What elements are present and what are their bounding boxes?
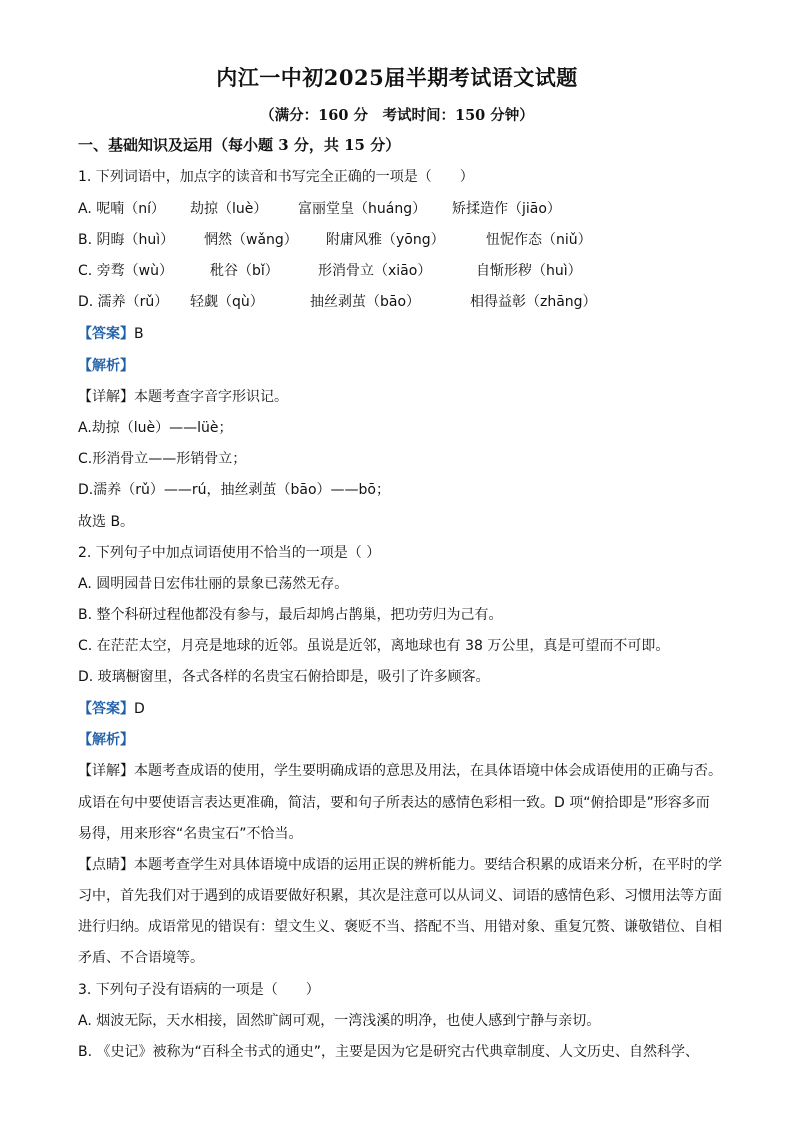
detail-text: 本题考查字音字形识记。 <box>134 389 288 405</box>
q1-b-word2: 惘然（wǎng） <box>204 232 298 248</box>
q1-d-word3: 抽丝剥茧（bāo） <box>310 294 421 310</box>
q1-a-word1: A. 呢喃（ní） <box>78 201 165 217</box>
q1-note: D.濡养（rǔ）——rú，抽丝剥茧（bāo）——bō； <box>78 482 390 498</box>
q2-comment-line: 进行归纳。成语常见的错误有：望文生义、褒贬不当、搭配不当、用错对象、重复冗赘、谦敬错位、自相 <box>78 919 722 935</box>
q2-comment-line <box>78 854 722 874</box>
q3-option-a: A. 烟波无际，天水相接，固然旷阔可观，一湾浅溪的明净，也使人感到宁静与亲切。 <box>78 1013 601 1029</box>
q1-note: C.形消骨立——形销骨立； <box>78 451 247 467</box>
q2-option-b: B. 整个科研过程他都没有参与，最后却鸠占鹊巢，把功劳归为己有。 <box>78 607 503 623</box>
q1-a-word3: 富丽堂皇（huáng） <box>298 201 427 217</box>
q1-stem: 1. 下列词语中，加点字的读音和书写完全正确的一项是（ ） <box>78 169 474 185</box>
q3-stem: 3. 下列句子没有语病的一项是（ ） <box>78 982 320 998</box>
q1-c-word2: 秕谷（bǐ） <box>210 263 279 279</box>
detail-tag: 【详解】 <box>78 389 134 405</box>
q1-d-word1: D. 濡养（rǔ） <box>78 294 169 310</box>
exam-info: （满分：160 分 考试时间：150 分钟） <box>260 107 534 124</box>
analysis-tag: 【解析】 <box>78 358 134 374</box>
detail-tag: 【详解】 <box>78 763 134 779</box>
q2-option-d: D. 玻璃橱窗里，各式各样的名贵宝石俯拾即是，吸引了许多顾客。 <box>78 669 490 685</box>
answer-tag: 【答案】 <box>78 701 134 717</box>
q1-answer <box>78 323 144 343</box>
q1-c-word1: C. 旁骛（wù） <box>78 263 173 279</box>
q2-option-c: C. 在茫茫太空，月亮是地球的近邻。虽说是近邻，离地球也有 38 万公里，真是可望而不可即。 <box>78 638 670 654</box>
q1-analysis-heading <box>78 355 134 375</box>
q1-c-word4: 自惭形秽（huì） <box>476 263 582 279</box>
q1-option-b <box>78 229 718 249</box>
answer-value: D <box>134 701 145 717</box>
comment-tag: 【点睛】 <box>78 857 134 873</box>
detail-text: 本题考查成语的使用，学生要明确成语的意思及用法，在具体语境中体会成语使用的正确与否。 <box>134 763 722 779</box>
q1-b-word3: 附庸风雅（yōng） <box>326 232 445 248</box>
q2-comment-line: 习中，首先我们对于遇到的成语要做好积累，其次是注意可以从词义、词语的感情色彩、习惯用法等方面 <box>78 888 722 904</box>
q3-option-b: B. 《史记》被称为“百科全书式的通史”，主要是因为它是研究古代典章制度、人文历史、自然科学、 <box>78 1044 700 1060</box>
q2-stem: 2. 下列句子中加点词语使用不恰当的一项是（ ） <box>78 545 381 561</box>
q1-a-word4: 矫揉造作（jiāo） <box>452 201 561 217</box>
q1-d-word2: 轻觑（qù） <box>190 294 264 310</box>
q1-a-word2: 劫掠（luè） <box>190 201 268 217</box>
section-heading: 一、基础知识及运用（每小题 3 分，共 15 分） <box>78 136 401 154</box>
answer-tag: 【答案】 <box>78 326 134 342</box>
q2-analysis-heading <box>78 729 134 749</box>
q1-detail <box>78 386 288 406</box>
q1-c-word3: 形消骨立（xiāo） <box>318 263 432 279</box>
q1-b-word4: 忸怩作态（niǔ） <box>486 232 592 248</box>
q1-note: A.劫掠（luè）——lüè； <box>78 420 233 436</box>
q2-option-a: A. 圆明园昔日宏伟壮丽的景象已荡然无存。 <box>78 576 349 592</box>
q1-d-word4: 相得益彰（zhāng） <box>470 294 597 310</box>
q1-option-d <box>78 291 718 311</box>
q1-b-word1: B. 阴晦（huì） <box>78 232 175 248</box>
q1-conclusion: 故选 B。 <box>78 514 135 530</box>
q2-comment-line: 矛盾、不合语境等。 <box>78 950 204 966</box>
q1-option-c <box>78 260 718 280</box>
q2-detail-line: 易得，用来形容“名贵宝石”不恰当。 <box>78 826 303 842</box>
q1-option-a <box>78 198 718 218</box>
q2-detail-line <box>78 760 722 780</box>
page-title: 内江一中初2025届半期考试语文试题 <box>216 65 578 90</box>
q2-detail-line: 成语在句中要使语言表达更准确，简洁，要和句子所表达的感情色彩相一致。D 项“俯拾即是”形容多而 <box>78 795 710 811</box>
answer-value: B <box>134 326 144 342</box>
analysis-tag: 【解析】 <box>78 732 134 748</box>
q2-answer <box>78 698 145 718</box>
comment-text: 本题考查学生对具体语境中成语的运用正误的辨析能力。要结合积累的成语来分析，在平时的学 <box>134 857 722 873</box>
